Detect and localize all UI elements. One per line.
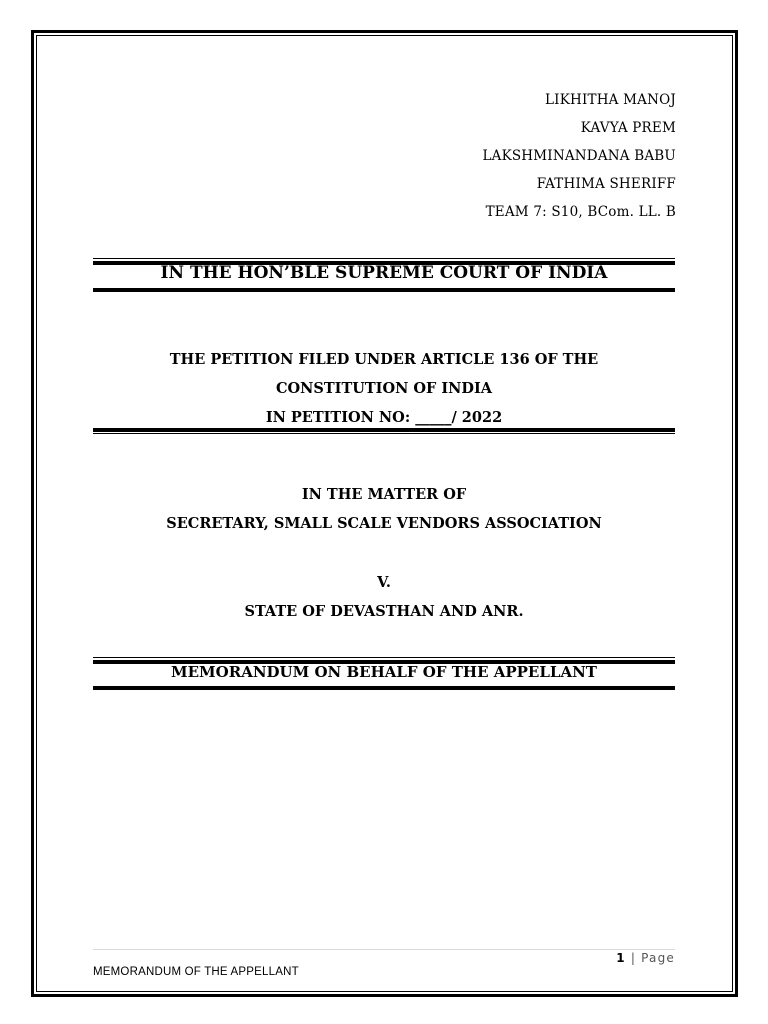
- petition-number: IN PETITION NO: _____/ 2022: [265, 409, 503, 426]
- author-name: KAVYA PREM: [580, 120, 676, 136]
- footer-text: MEMORANDUM OF THE APPELLANT: [93, 966, 299, 978]
- versus-heading: [93, 568, 675, 626]
- petitioner-name: SECRETARY, SMALL SCALE VENDORS ASSOCIATION: [166, 515, 602, 532]
- petition-heading: [93, 345, 675, 432]
- divider: [93, 686, 675, 690]
- petition-line: THE PETITION FILED UNDER ARTICLE 136 OF THE: [169, 351, 599, 368]
- divider: [93, 258, 675, 259]
- author-block: [482, 86, 676, 226]
- memorandum-title: MEMORANDUM ON BEHALF OF THE APPELLANT: [171, 663, 597, 681]
- petition-line: CONSTITUTION OF INDIA: [275, 380, 493, 397]
- page-separator: |: [625, 951, 642, 965]
- respondent-name: STATE OF DEVASTHAN AND ANR.: [244, 603, 524, 620]
- page-label: Page: [641, 951, 675, 965]
- author-name: LAKSHMINANDANA BABU: [482, 148, 676, 164]
- divider: [93, 428, 675, 432]
- author-name: LIKHITHA MANOJ: [545, 92, 676, 108]
- team-info: TEAM 7: S10, BCom. LL. B: [485, 204, 676, 220]
- versus-label: V.: [377, 574, 391, 591]
- divider: [93, 657, 675, 658]
- matter-label: IN THE MATTER OF: [301, 486, 467, 503]
- matter-heading: [93, 480, 675, 538]
- footer-divider: [93, 949, 675, 950]
- divider: [93, 433, 675, 434]
- page-number: [616, 951, 675, 965]
- divider: [93, 288, 675, 292]
- page-number-value: 1: [616, 951, 626, 965]
- court-title: IN THE HON’BLE SUPREME COURT OF INDIA: [160, 263, 608, 283]
- author-name: FATHIMA SHERIFF: [536, 176, 676, 192]
